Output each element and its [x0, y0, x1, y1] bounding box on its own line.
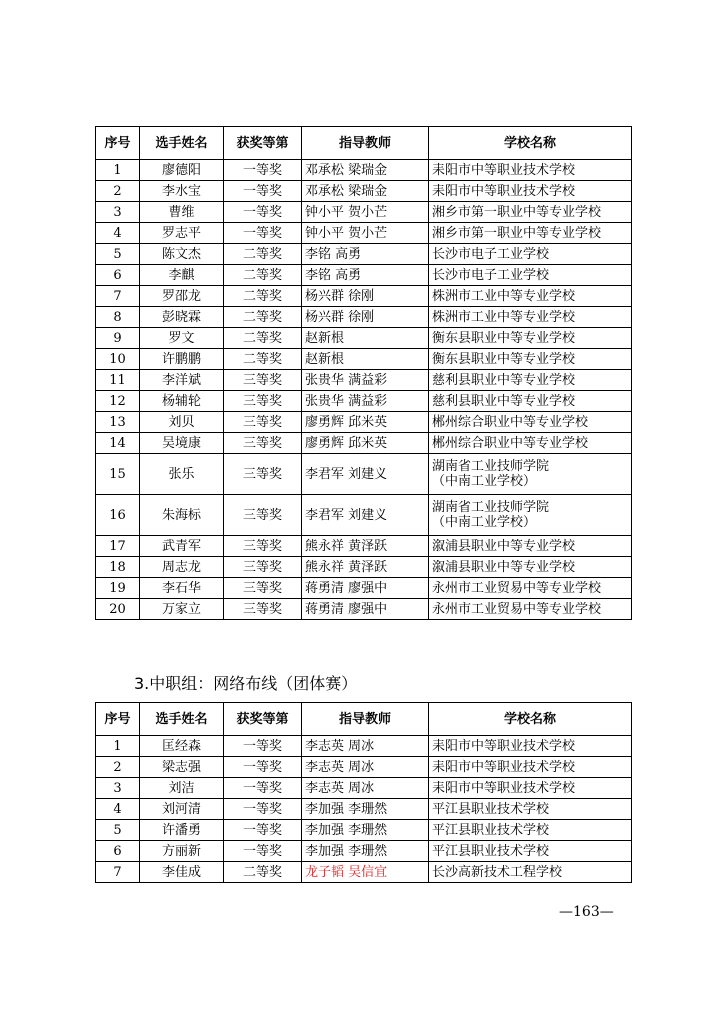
cell-contestant-name: 方丽新: [140, 841, 224, 862]
cell-number: 18: [96, 557, 140, 578]
cell-teachers: 蒋勇清 廖强中: [302, 578, 429, 599]
cell-school: [429, 557, 632, 578]
cell-school: [429, 286, 632, 307]
cell-school: [429, 223, 632, 244]
table-row: [96, 778, 632, 799]
school-line: 耒阳市中等职业技术学校: [432, 759, 576, 775]
table-row: [96, 160, 632, 181]
cell-number: 9: [96, 328, 140, 349]
school-line: 株洲市工业中等专业学校: [432, 309, 576, 325]
header-award: 获奖等第: [224, 703, 302, 736]
cell-teachers: 钟小平 贺小芒: [302, 202, 429, 223]
table-row: [96, 370, 632, 391]
cell-teachers: 张贵华 满益彩: [302, 391, 429, 412]
header-award: 获奖等第: [224, 127, 302, 160]
cell-school: [429, 578, 632, 599]
cell-award: 三等奖: [224, 557, 302, 578]
cell-school: [429, 841, 632, 862]
table-row: [96, 454, 632, 495]
table-row: [96, 557, 632, 578]
cell-number: 16: [96, 495, 140, 536]
header-no: 序号: [96, 127, 140, 160]
cell-award: 二等奖: [224, 286, 302, 307]
cell-school: [429, 599, 632, 620]
table-row: [96, 328, 632, 349]
table-row: [96, 495, 632, 536]
table-row: [96, 202, 632, 223]
cell-teachers: 李志英 周冰: [302, 736, 429, 757]
header-teachers: 指导教师: [302, 127, 429, 160]
cell-number: 5: [96, 820, 140, 841]
cell-school: [429, 820, 632, 841]
table-row: [96, 349, 632, 370]
cell-contestant-name: 曹维: [140, 202, 224, 223]
cell-number: 6: [96, 841, 140, 862]
cell-contestant-name: 李水宝: [140, 181, 224, 202]
table-row: [96, 433, 632, 454]
cell-teachers: 李加强 李珊然: [302, 841, 429, 862]
cell-award: 二等奖: [224, 862, 302, 883]
table-row: [96, 536, 632, 557]
table-row: [96, 799, 632, 820]
table-row: [96, 841, 632, 862]
school-line: 耒阳市中等职业技术学校: [432, 780, 576, 796]
cell-contestant-name: 李麒: [140, 265, 224, 286]
cell-school: [429, 862, 632, 883]
cell-number: 8: [96, 307, 140, 328]
school-line: 耒阳市中等职业技术学校: [432, 183, 576, 199]
school-line: 永州市工业贸易中等专业学校: [432, 601, 602, 617]
table-row: [96, 223, 632, 244]
cell-number: 7: [96, 286, 140, 307]
cell-number: 17: [96, 536, 140, 557]
school-line: （中南工业学校）: [432, 474, 537, 489]
cell-award: 三等奖: [224, 412, 302, 433]
school-line: 湘乡市第一职业中等专业学校: [432, 225, 602, 241]
cell-school: [429, 454, 632, 495]
school-line: 郴州综合职业中等专业学校: [432, 435, 589, 451]
cell-number: 5: [96, 244, 140, 265]
cell-teachers: 李君军 刘建义: [302, 454, 429, 495]
school-line: 长沙高新技术工程学校: [432, 864, 563, 880]
cell-school: [429, 160, 632, 181]
table-body: [96, 736, 632, 883]
cell-contestant-name: 李洋斌: [140, 370, 224, 391]
cell-award: 一等奖: [224, 202, 302, 223]
header-school: 学校名称: [429, 127, 632, 160]
cell-contestant-name: 吴境康: [140, 433, 224, 454]
table-row: [96, 757, 632, 778]
cell-award: 一等奖: [224, 757, 302, 778]
table-row: [96, 286, 632, 307]
school-line: 耒阳市中等职业技术学校: [432, 738, 576, 754]
table-row: [96, 736, 632, 757]
cell-teachers: 李铭 高勇: [302, 244, 429, 265]
cell-number: 13: [96, 412, 140, 433]
cell-school: [429, 370, 632, 391]
cell-contestant-name: 许鹏鹏: [140, 349, 224, 370]
school-line: 株洲市工业中等专业学校: [432, 288, 576, 304]
cell-teachers: 蒋勇清 廖强中: [302, 599, 429, 620]
school-line: 长沙市电子工业学校: [432, 246, 550, 262]
school-line: 耒阳市中等职业技术学校: [432, 162, 576, 178]
cell-number: 3: [96, 778, 140, 799]
cell-contestant-name: 李石华: [140, 578, 224, 599]
cell-number: 1: [96, 736, 140, 757]
table-row: [96, 391, 632, 412]
table-row: [96, 862, 632, 883]
cell-teachers: 李志英 周冰: [302, 757, 429, 778]
cell-teachers: 李铭 高勇: [302, 265, 429, 286]
cell-award: 一等奖: [224, 778, 302, 799]
cell-school: [429, 202, 632, 223]
cell-teachers: 赵新根: [302, 328, 429, 349]
cell-teachers: 邓承松 梁瑞金: [302, 160, 429, 181]
school-line: 长沙市电子工业学校: [432, 267, 550, 283]
school-line: 慈利县职业中等专业学校: [432, 372, 576, 388]
cell-number: 2: [96, 181, 140, 202]
school-line: 平江县职业技术学校: [432, 822, 550, 838]
table-row: [96, 820, 632, 841]
cell-contestant-name: 罗文: [140, 328, 224, 349]
cell-teachers: 赵新根: [302, 349, 429, 370]
cell-number: 4: [96, 799, 140, 820]
cell-contestant-name: 匡经森: [140, 736, 224, 757]
cell-contestant-name: 万家立: [140, 599, 224, 620]
cell-number: 15: [96, 454, 140, 495]
cell-contestant-name: 刘洁: [140, 778, 224, 799]
cell-contestant-name: 梁志强: [140, 757, 224, 778]
page-number: —163—: [559, 904, 614, 920]
table-header-row: [96, 703, 632, 736]
cell-award: 三等奖: [224, 391, 302, 412]
header-name: 选手姓名: [140, 703, 224, 736]
cell-teachers: 李加强 李珊然: [302, 799, 429, 820]
cell-school: [429, 181, 632, 202]
cell-award: 一等奖: [224, 223, 302, 244]
cell-number: 6: [96, 265, 140, 286]
cell-school: [429, 328, 632, 349]
school-line: 湖南省工业技师学院: [432, 500, 550, 515]
cell-teachers: 杨兴群 徐刚: [302, 307, 429, 328]
cell-award: 三等奖: [224, 370, 302, 391]
cell-award: 二等奖: [224, 244, 302, 265]
cell-contestant-name: 刘河清: [140, 799, 224, 820]
cell-award: 二等奖: [224, 349, 302, 370]
cell-contestant-name: 杨辅轮: [140, 391, 224, 412]
cell-contestant-name: 罗志平: [140, 223, 224, 244]
table-row: [96, 599, 632, 620]
cell-contestant-name: 周志龙: [140, 557, 224, 578]
cell-number: 14: [96, 433, 140, 454]
award-table-1: [95, 126, 632, 620]
cell-teachers: 邓承松 梁瑞金: [302, 181, 429, 202]
school-line: 湘乡市第一职业中等专业学校: [432, 204, 602, 220]
cell-award: 一等奖: [224, 736, 302, 757]
cell-teachers: 李加强 李珊然: [302, 820, 429, 841]
header-school: 学校名称: [429, 703, 632, 736]
table-row: [96, 412, 632, 433]
cell-contestant-name: 彭晓霖: [140, 307, 224, 328]
table-row: [96, 181, 632, 202]
school-line: 衡东县职业中等专业学校: [432, 330, 576, 346]
cell-award: 三等奖: [224, 454, 302, 495]
cell-award: 三等奖: [224, 433, 302, 454]
cell-number: 7: [96, 862, 140, 883]
school-line: 衡东县职业中等专业学校: [432, 351, 576, 367]
cell-teachers: 钟小平 贺小芒: [302, 223, 429, 244]
cell-contestant-name: 陈文杰: [140, 244, 224, 265]
cell-award: 三等奖: [224, 495, 302, 536]
cell-award: 一等奖: [224, 841, 302, 862]
school-line: （中南工业学校）: [432, 515, 537, 530]
cell-school: [429, 307, 632, 328]
cell-number: 19: [96, 578, 140, 599]
cell-number: 11: [96, 370, 140, 391]
cell-school: [429, 757, 632, 778]
cell-award: 二等奖: [224, 307, 302, 328]
table-row: [96, 578, 632, 599]
cell-contestant-name: 许潘勇: [140, 820, 224, 841]
cell-award: 一等奖: [224, 181, 302, 202]
award-table-2: [95, 702, 632, 883]
cell-school: [429, 391, 632, 412]
school-line: 永州市工业贸易中等专业学校: [432, 580, 602, 596]
school-line: 溆浦县职业中等专业学校: [432, 538, 576, 554]
table-row: [96, 265, 632, 286]
section-title: 3.中职组：网络布线（团体赛）: [134, 674, 358, 693]
cell-school: [429, 244, 632, 265]
cell-school: [429, 433, 632, 454]
cell-number: 2: [96, 757, 140, 778]
cell-teachers: 廖勇辉 邱米英: [302, 412, 429, 433]
cell-teachers: 廖勇辉 邱米英: [302, 433, 429, 454]
cell-contestant-name: 张乐: [140, 454, 224, 495]
cell-school: [429, 265, 632, 286]
table-row: [96, 307, 632, 328]
cell-award: 三等奖: [224, 578, 302, 599]
cell-number: 4: [96, 223, 140, 244]
cell-school: [429, 536, 632, 557]
cell-number: 10: [96, 349, 140, 370]
cell-school: [429, 412, 632, 433]
cell-contestant-name: 朱海标: [140, 495, 224, 536]
cell-teachers: 龙子韬 吴信宜: [302, 862, 429, 883]
cell-contestant-name: 廖德阳: [140, 160, 224, 181]
cell-award: 三等奖: [224, 536, 302, 557]
cell-contestant-name: 武青军: [140, 536, 224, 557]
cell-award: 二等奖: [224, 265, 302, 286]
cell-number: 3: [96, 202, 140, 223]
cell-award: 二等奖: [224, 328, 302, 349]
cell-award: 三等奖: [224, 599, 302, 620]
cell-teachers: 李志英 周冰: [302, 778, 429, 799]
school-line: 慈利县职业中等专业学校: [432, 393, 576, 409]
cell-teachers: 熊永祥 黄泽跃: [302, 557, 429, 578]
cell-number: 20: [96, 599, 140, 620]
header-no: 序号: [96, 703, 140, 736]
table-header-row: [96, 127, 632, 160]
cell-school: [429, 736, 632, 757]
cell-teachers: 张贵华 满益彩: [302, 370, 429, 391]
cell-teachers: 李君军 刘建义: [302, 495, 429, 536]
cell-school: [429, 799, 632, 820]
cell-number: 1: [96, 160, 140, 181]
cell-number: 12: [96, 391, 140, 412]
cell-school: [429, 778, 632, 799]
cell-contestant-name: 罗邵龙: [140, 286, 224, 307]
cell-school: [429, 495, 632, 536]
cell-school: [429, 349, 632, 370]
school-line: 平江县职业技术学校: [432, 801, 550, 817]
school-line: 郴州综合职业中等专业学校: [432, 414, 589, 430]
header-name: 选手姓名: [140, 127, 224, 160]
school-line: 湖南省工业技师学院: [432, 459, 550, 474]
school-line: 溆浦县职业中等专业学校: [432, 559, 576, 575]
cell-contestant-name: 刘贝: [140, 412, 224, 433]
cell-award: 一等奖: [224, 160, 302, 181]
school-line: 平江县职业技术学校: [432, 843, 550, 859]
cell-award: 一等奖: [224, 820, 302, 841]
table-row: [96, 244, 632, 265]
table-body: [96, 160, 632, 620]
header-teachers: 指导教师: [302, 703, 429, 736]
cell-award: 一等奖: [224, 799, 302, 820]
cell-teachers: 杨兴群 徐刚: [302, 286, 429, 307]
cell-teachers: 熊永祥 黄泽跃: [302, 536, 429, 557]
cell-contestant-name: 李佳成: [140, 862, 224, 883]
